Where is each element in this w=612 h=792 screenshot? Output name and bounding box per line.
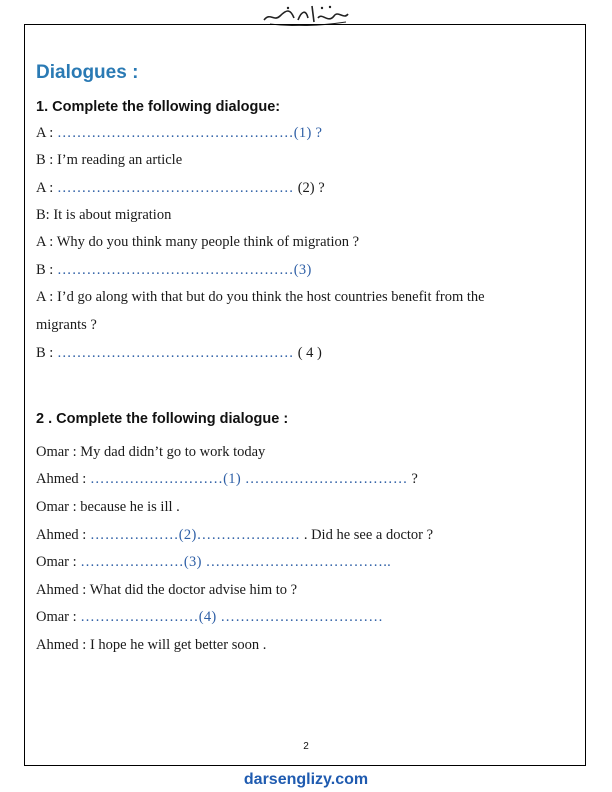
blank-1: ………………………………………… bbox=[56, 125, 294, 141]
dialogue-1-line-6 bbox=[36, 262, 312, 279]
blank-3-number: (3) bbox=[293, 262, 312, 278]
page-heading: Dialogues : bbox=[36, 62, 139, 83]
section-1-title: 1. Complete the following dialogue: bbox=[36, 99, 281, 115]
blank-1: ………………………(1) …………………………… bbox=[89, 471, 408, 487]
speaker: Ahmed : bbox=[36, 471, 90, 487]
speaker: A : bbox=[36, 180, 57, 196]
blank-3: ………………………………………… bbox=[56, 262, 294, 278]
blank-2: ………………(2)………………… bbox=[89, 527, 301, 543]
dialogue-1-line-1 bbox=[36, 125, 322, 142]
speaker: A : bbox=[36, 125, 57, 141]
dialogue-2-line-2 bbox=[36, 471, 418, 488]
arabic-calligraphy-logo-icon bbox=[260, 2, 352, 26]
dialogue-1-line-9 bbox=[36, 345, 322, 362]
line-end: ? bbox=[407, 471, 418, 487]
blank-2-number: (2) ? bbox=[297, 180, 325, 196]
page-number: 2 bbox=[303, 741, 309, 752]
speaker: Omar : bbox=[36, 554, 81, 570]
speaker: B : bbox=[36, 345, 57, 361]
dialogue-2-line-1: Omar : My dad didn’t go to work today bbox=[36, 444, 266, 460]
dialogue-1-line-7: A : I’d go along with that but do you think the host countries benefit from the bbox=[36, 289, 485, 305]
dialogue-2-line-7 bbox=[36, 609, 383, 626]
dialogue-1-line-5: A : Why do you think many people think of migration ? bbox=[36, 234, 360, 250]
blank-3: …………………(3) ……………………………….. bbox=[80, 554, 392, 570]
speaker: Ahmed : bbox=[36, 527, 90, 543]
dialogue-2-line-5 bbox=[36, 554, 391, 571]
blank-4-number: ( 4 ) bbox=[297, 345, 322, 361]
dialogue-2-line-3: Omar : because he is ill . bbox=[36, 499, 180, 515]
section-2-title: 2 . Complete the following dialogue : bbox=[36, 411, 289, 427]
dialogue-1-line-8: migrants ? bbox=[36, 317, 97, 333]
dialogue-1-line-2: B : I’m reading an article bbox=[36, 152, 183, 168]
blank-1-number: (1) ? bbox=[293, 125, 323, 141]
line-end: . Did he see a doctor ? bbox=[300, 527, 434, 543]
blank-4: ……………………(4) …………………………… bbox=[80, 609, 384, 625]
dialogue-2-line-4 bbox=[36, 527, 433, 544]
speaker: Omar : bbox=[36, 609, 81, 625]
blank-2: ………………………………………… bbox=[56, 180, 298, 196]
dialogue-1-line-4: B: It is about migration bbox=[36, 207, 172, 223]
dialogue-2-line-6: Ahmed : What did the doctor advise him to ? bbox=[36, 582, 298, 598]
dialogue-2-line-8: Ahmed : I hope he will get better soon . bbox=[36, 637, 267, 653]
dialogue-1-line-3 bbox=[36, 180, 325, 197]
speaker: B : bbox=[36, 262, 57, 278]
blank-4: ………………………………………… bbox=[56, 345, 298, 361]
footer-website-link[interactable]: darsenglizy.com bbox=[243, 771, 369, 788]
